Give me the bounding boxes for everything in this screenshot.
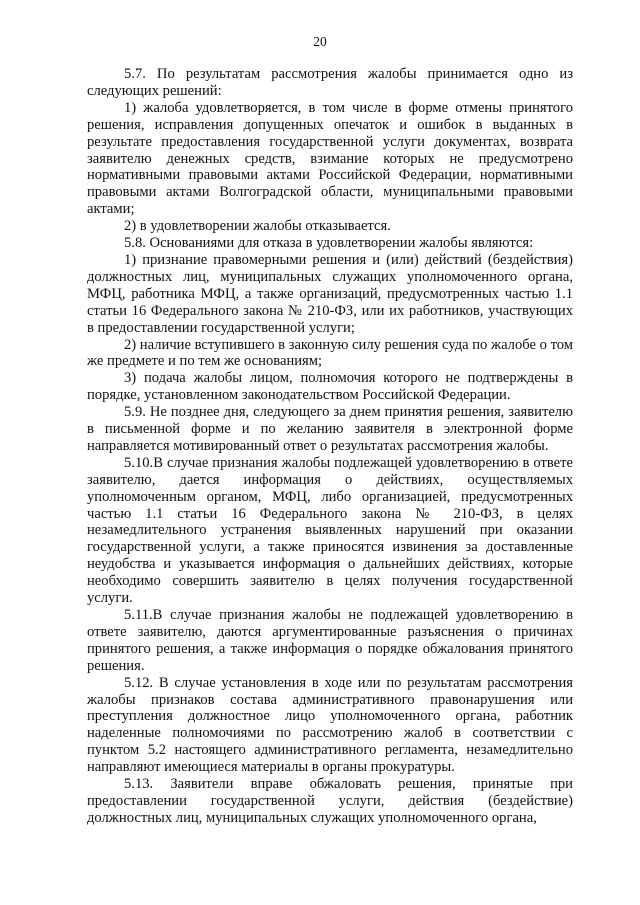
paragraph-5-8-item-1: 1) признание правомерными решения и (или) действий (бездействия) должностных лиц, муниципальных служащих уполномоченного органа, МФЦ, работника МФЦ, а также организаций, предусмотренных частью 1.1 статьи 16 Федерального закона № 210-ФЗ, или их работников, участвующих в предоставлении государственной услуги;: [87, 251, 573, 336]
paragraph-5-11: 5.11.В случае признания жалобы не подлежащей удовлетворению в ответе заявителю, даются аргументированные разъяснения о причинах принятого решения, а также информация о порядке обжалования принятого решения.: [87, 607, 573, 674]
paragraph-5-7-item-2: 2) в удовлетворении жалобы отказывается.: [124, 218, 391, 235]
paragraph-5-8: 5.8. Основаниями для отказа в удовлетворении жалобы являются:: [124, 235, 534, 252]
paragraph-5-12: 5.12. В случае установления в ходе или по результатам рассмотрения жалобы признаков состава административного правонарушения или преступления должностное лицо уполномоченного органа, работник наделенные полномочиями по рассмотрению жалоб в соответствии с пунктом 5.2 настоящего административного регламента, незамедлительно направляют имеющиеся материалы в органы прокуратуры.: [87, 674, 573, 776]
paragraph-5-7-item-1: 1) жалоба удовлетворяется, в том числе в форме отмены принятого решения, исправления допущенных опечаток и ошибок в выданных в результате предоставления государственной услуги документах, возврата заявителю денежных средств, взимание которых не предусмотрено нормативными правовыми актами Российской Федерации, нормативными правовыми актами Волгоградской области, муниципальными правовыми актами;: [87, 99, 573, 218]
paragraph-5-13: 5.13. Заявители вправе обжаловать решения, принятые при предоставлении государственной услуги, действия (бездействие) должностных лиц, муниципальных служащих уполномоченного органа,: [87, 776, 573, 826]
paragraph-5-9: 5.9. Не позднее дня, следующего за днем принятия решения, заявителю в письменной форме и по желанию заявителя в электронной форме направляется мотивированный ответ о результатах рассмотрения жалобы.: [87, 404, 573, 454]
paragraph-5-8-item-2: 2) наличие вступившего в законную силу решения суда по жалобе о том же предмете и по тем же основаниям;: [87, 336, 574, 370]
body-text: [87, 66, 573, 827]
page-number: 20: [313, 34, 327, 49]
paragraph-5-8-item-3: 3) подача жалобы лицом, полномочия которого не подтверждены в порядке, установленном законодательством Российской Федерации.: [87, 370, 573, 404]
paragraph-5-10: 5.10.В случае признания жалобы подлежащей удовлетворению в ответе заявителю, дается информация о действиях, осуществляемых уполномоченным органом, МФЦ, либо организацией, предусмотренных частью 1.1 статьи 16 Федерального закона № 210-ФЗ, в целях незамедлительного устранения выявленных нарушений при оказании государственной услуги, а также приносятся извинения за доставленные неудобства и указывается информация о дальнейших действиях, которые необходимо совершить заявителю в целях получения государственной услуги.: [87, 454, 573, 607]
paragraph-5-7: 5.7. По результатам рассмотрения жалобы принимается одно из следующих решений:: [87, 66, 573, 99]
